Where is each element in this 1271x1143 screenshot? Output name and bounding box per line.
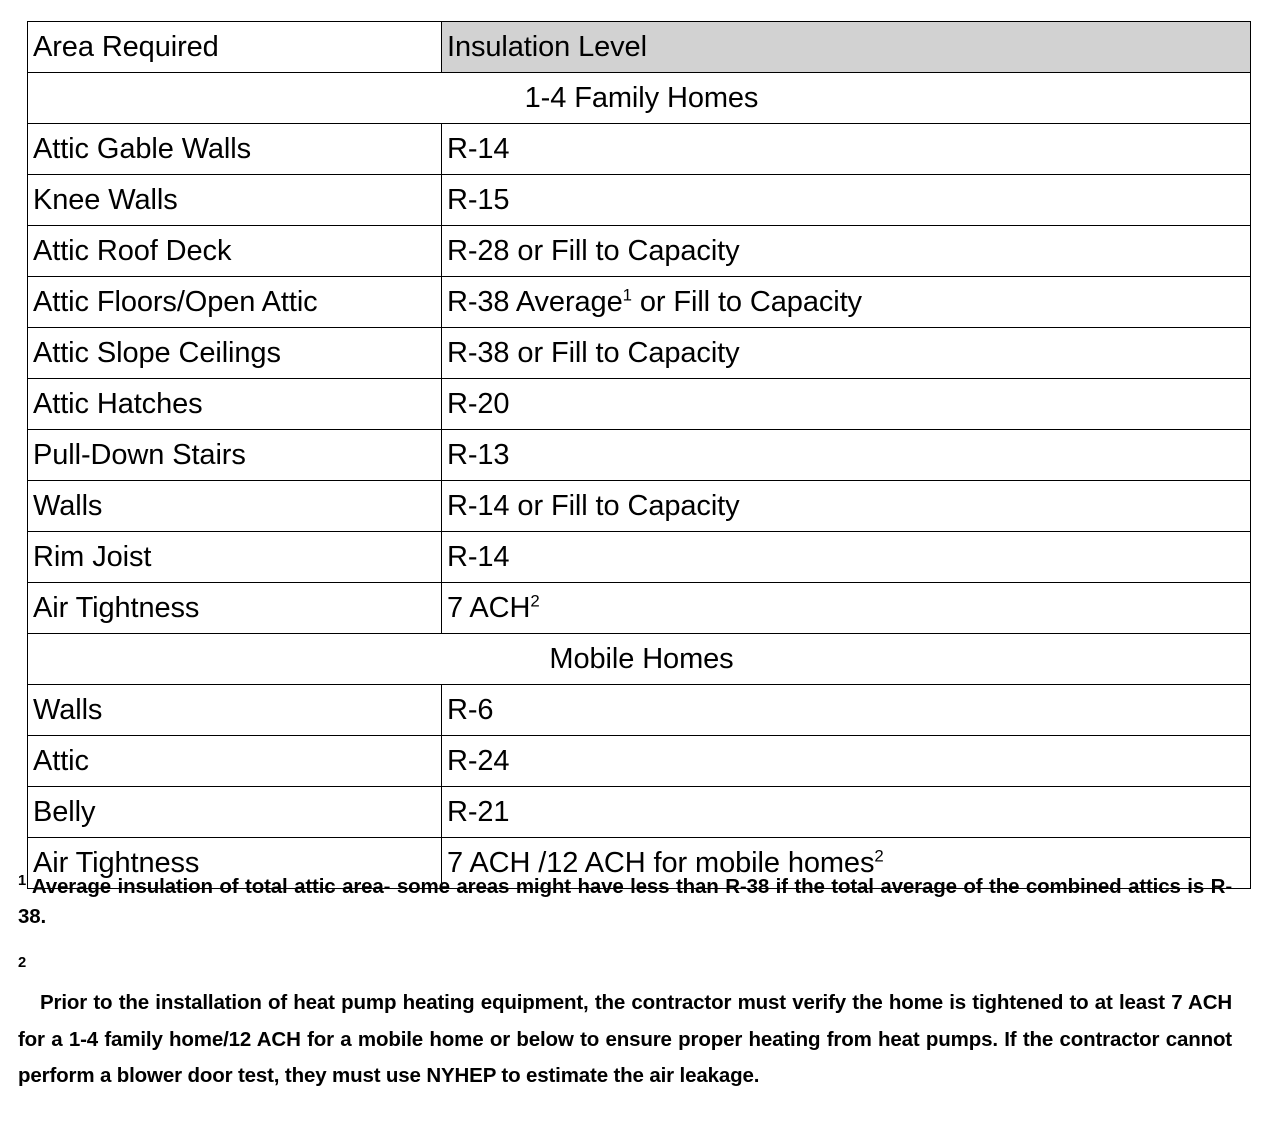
table-row [28, 226, 1251, 277]
table-row [28, 532, 1251, 583]
table-row [28, 685, 1251, 736]
cell-area-required: Attic [28, 736, 442, 787]
cell-area-required: Rim Joist [28, 532, 442, 583]
cell-area-required: Walls [28, 685, 442, 736]
footnote-2 [18, 954, 1232, 1095]
table-row [28, 328, 1251, 379]
table-row [28, 430, 1251, 481]
table-row [28, 175, 1251, 226]
table-row [28, 379, 1251, 430]
cell-area-required: Attic Slope Ceilings [28, 328, 442, 379]
cell-insulation-level: R-14 or Fill to Capacity [442, 481, 1251, 532]
footnote-reference: 1 [622, 284, 632, 304]
cell-area-required: Attic Gable Walls [28, 124, 442, 175]
table-row [28, 277, 1251, 328]
cell-area-required: Walls [28, 481, 442, 532]
section-title: Mobile Homes [28, 634, 1251, 685]
cell-insulation-level: R-15 [442, 175, 1251, 226]
table-row [28, 787, 1251, 838]
cell-insulation-level: R-14 [442, 532, 1251, 583]
cell-area-required: Air Tightness [28, 838, 442, 889]
table-body [28, 22, 1251, 889]
cell-insulation-level: R-14 [442, 124, 1251, 175]
table-row [28, 736, 1251, 787]
footnotes-block [18, 872, 1232, 1095]
cell-insulation-level: R-21 [442, 787, 1251, 838]
cell-area-required: Attic Roof Deck [28, 226, 442, 277]
footnote-reference: 2 [874, 845, 884, 865]
cell-insulation-level: R-6 [442, 685, 1251, 736]
cell-insulation-level: R-38 Average$^1$ or Fill to Capacity [442, 277, 1251, 328]
cell-area-required: Attic Floors/Open Attic [28, 277, 442, 328]
footnote-reference: 2 [530, 590, 540, 610]
column-header-area-required: Area Required [28, 22, 442, 73]
cell-insulation-level: R-38 or Fill to Capacity [442, 328, 1251, 379]
footnote-1-marker: 1 [18, 873, 27, 890]
cell-insulation-level: R-28 or Fill to Capacity [442, 226, 1251, 277]
table-row [28, 481, 1251, 532]
footnote-1 [18, 872, 1232, 933]
section-header-row [28, 73, 1251, 124]
section-header-row [28, 634, 1251, 685]
cell-area-required: Pull-Down Stairs [28, 430, 442, 481]
footnote-1-text: Average insulation of total attic area- some areas might have less than R-38 if the total average of the combined attics is R- 38. [18, 875, 1232, 929]
cell-area-required: Knee Walls [28, 175, 442, 226]
table [27, 21, 1251, 889]
table-row [28, 124, 1251, 175]
column-header-insulation-level: Insulation Level [442, 22, 1251, 73]
cell-area-required: Belly [28, 787, 442, 838]
insulation-requirements-table [27, 21, 1250, 889]
cell-area-required: Air Tightness [28, 583, 442, 634]
footnote-2-marker: 2 [18, 954, 27, 971]
cell-insulation-level: 7 ACH /12 ACH for mobile homes$^2$ [442, 838, 1251, 889]
footnote-2-marker-line [18, 954, 1232, 980]
cell-insulation-level: R-13 [442, 430, 1251, 481]
cell-insulation-level: R-20 [442, 379, 1251, 430]
cell-area-required: Attic Hatches [28, 379, 442, 430]
footnote-2-text: Prior to the installation of heat pump heating equipment, the contractor must verify the home is tightened to at least 7 ACH for a 1-4 family home/12 ACH for a mobile home or below to ensure proper heating from heat pumps. If the contractor cannot perform a blower door test, they must use NYHEP to estimate the air leakage. [18, 991, 1232, 1088]
section-title: 1-4 Family Homes [28, 73, 1251, 124]
table-row [28, 583, 1251, 634]
table-header-row [28, 22, 1251, 73]
cell-insulation-level: R-24 [442, 736, 1251, 787]
cell-insulation-level: 7 ACH$^2$ [442, 583, 1251, 634]
